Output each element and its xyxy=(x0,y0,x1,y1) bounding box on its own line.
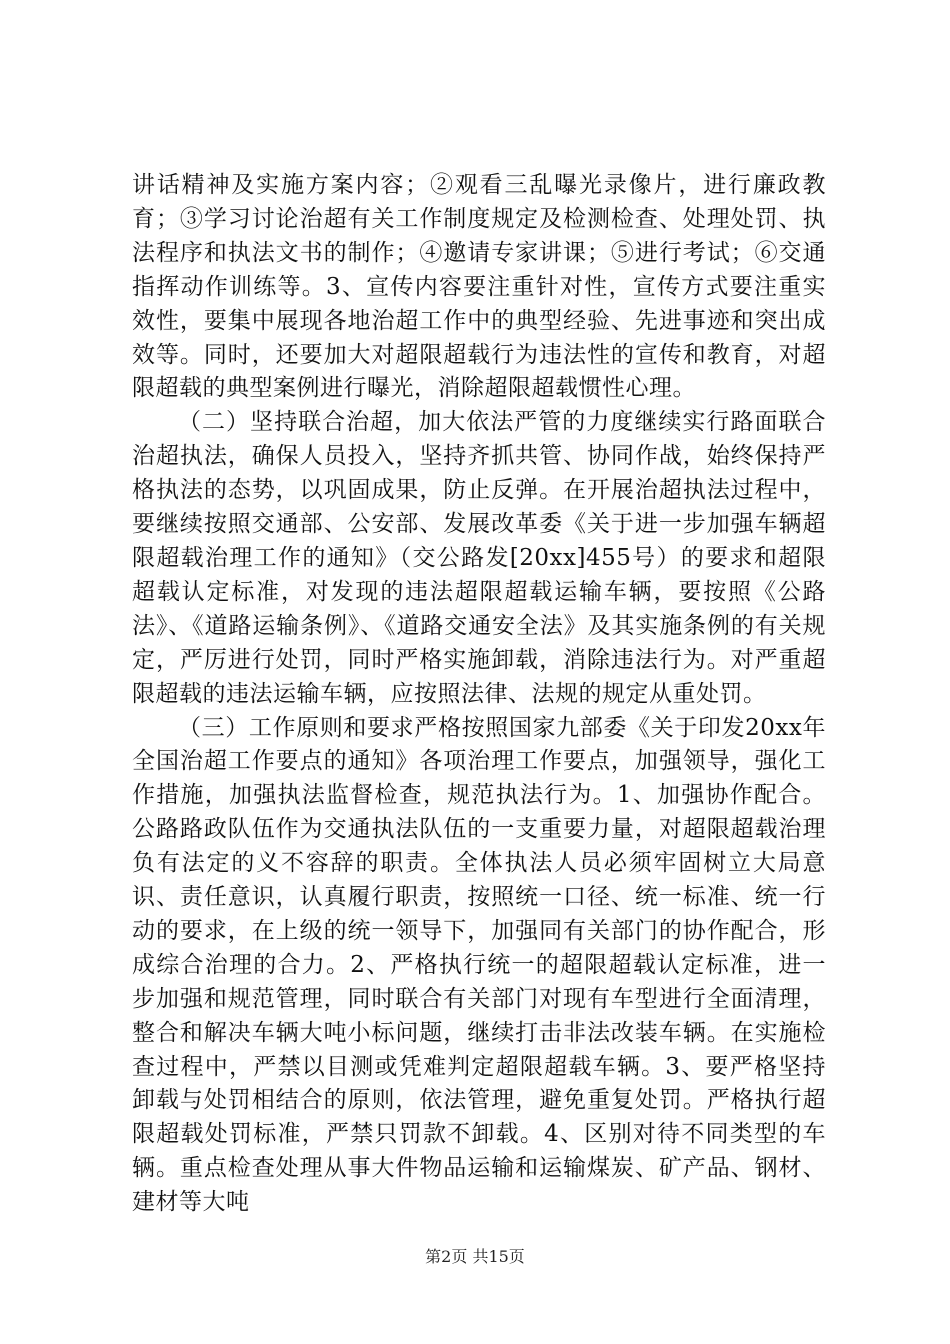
page-number-footer: 第2页 共15页 xyxy=(425,1247,525,1266)
paragraph-2: （二）坚持联合治超，加大依法严管的力度继续实行路面联合治超执法，确保人员投入，坚持齐抓共管、协同作战，始终保持严格执法的态势，以巩固成果，防止反弹。在开展治超执法过程中，要继续按照交通部、公安部、发展改革委《关于进一步加强车辆超限超载治理工作的通知》（交公路发[20xx]455号）的要求和超限超载认定标准，对发现的违法超限超载运输车辆，要按照《公路法》、《道路运输条例》、《道路交通安全法》及其实施条例的有关规定，严厉进行处罚，同时严格实施卸载，消除违法行为。对严重超限超载的违法运输车辆，应按照法律、法规的规定从重处罚。 xyxy=(132,409,826,707)
paragraph-1: 讲话精神及实施方案内容；②观看三乱曝光录像片，进行廉政教育；③学习讨论治超有关工作制度规定及检测检查、处理处罚、执法程序和执法文书的制作；④邀请专家讲课；⑤进行考试；⑥交通指挥动作训练等。3、宣传内容要注重针对性，宣传方式要注重实效性，要集中展现各地治超工作中的典型经验、先进事迹和突出成效等。同时，还要加大对超限超载行为违法性的宣传和教育，对超限超载的典型案例进行曝光，消除超限超载惯性心理。 xyxy=(132,172,826,402)
document-body xyxy=(132,169,826,1220)
paragraph-3: （三）工作原则和要求严格按照国家九部委《关于印发20xx年全国治超工作要点的通知》各项治理工作要点，加强领导，强化工作措施，加强执法监督检查，规范执法行为。1、加强协作配合。公路路政队伍作为交通执法队伍的一支重要力量，对超限超载治理负有法定的义不容辞的职责。全体执法人员必须牢固树立大局意识、责任意识，认真履行职责，按照统一口径、统一标准、统一行动的要求，在上级的统一领导下，加强同有关部门的协作配合，形成综合治理的合力。2、严格执行统一的超限超载认定标准，进一步加强和规范管理，同时联合有关部门对现有车型进行全面清理，整合和解决车辆大吨小标问题，继续打击非法改装车辆。在实施检查过程中，严禁以目测或凭难判定超限超载车辆。3、要严格坚持卸载与处罚相结合的原则，依法管理，避免重复处罚。严格执行超限超载处罚标准，严禁只罚款不卸载。4、区别对待不同类型的车辆。重点检查处理从事大件物品运输和运输煤炭、矿产品、钢材、建材等大吨 xyxy=(132,714,826,1216)
